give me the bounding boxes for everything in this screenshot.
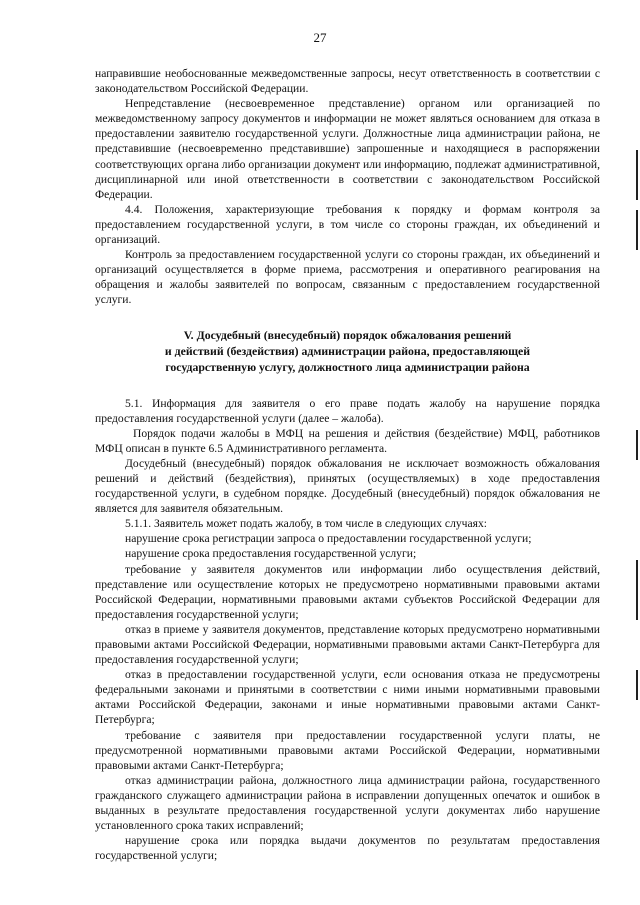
section-heading-line: государственную услугу, должностного лица администрации района	[165, 359, 530, 374]
list-item: требование у заявителя документов или информации либо осуществления действий, представление или осуществление которых не предусмотрено нормативными правовыми актами Российской Федерации, нормативными правовыми актами субъектов Российской Федерации для предоставления государственной услуги;	[95, 562, 600, 621]
paragraph: Непредставление (несвоевременное представление) органом или организацией по межведомственному запросу документов и информации не может являться основанием для отказа в предоставлении заявителю государственной услуги. Должностные лица администрации района, не представившие (несвоевременно представившие) запрошенные и находящиеся в распоряжении соответствующих органа либо организации документ или информацию, подлежат административной, дисциплинарной или иной ответственности в соответствии с законодательством Российской Федерации.	[95, 97, 600, 201]
paragraph: 5.1.1. Заявитель может подать жалобу, в том числе в следующих случаях:	[125, 517, 487, 531]
scan-margin-mark	[636, 210, 638, 250]
section-heading	[95, 327, 600, 375]
paragraph: Контроль за предоставлением государственной услуги со стороны граждан, их объединений и организаций осуществляется в форме приема, рассмотрения и оперативного реагирования на обращения и жалобы заявителей по вопросам, связанным с предоставлением государственной услуги.	[95, 248, 600, 307]
paragraph: Досудебный (внесудебный) порядок обжалования не исключает возможность обжалования решений и действий (бездействия), принятых (осуществляемых) в ходе предоставления государственной услуги, в судебном порядке. Досудебный (внесудебный) порядок обжалования не является для заявителя обязательным.	[95, 456, 600, 516]
list-item: нарушение срока регистрации запроса о предоставлении государственной услуги;	[125, 532, 532, 546]
list-item: требование с заявителя при предоставлении государственной услуги платы, не предусмотренной нормативными правовыми актами Российской Федерации, нормативными правовыми актами Санкт-Петербурга;	[95, 728, 600, 772]
list-item: отказ администрации района, должностного лица администрации района, государственного гражданского служащего администрации района в исправлении допущенных опечаток и ошибок в выданных в результате предоставления государственной услуги документах либо нарушение установленного срока таких исправлений;	[95, 773, 600, 833]
paragraph: 4.4. Положения, характеризующие требования к порядку и формам контроля за предоставлением государственной услуги, в том числе со стороны граждан, их объединений и организаций.	[95, 202, 600, 247]
section-heading-line: и действий (бездействия) администрации района, предоставляющей	[164, 343, 531, 358]
paragraph: 5.1. Информация для заявителя о его праве подать жалобу на нарушение порядка предоставления государственной услуги (далее – жалоба).	[95, 396, 600, 425]
scan-margin-mark	[636, 430, 638, 460]
paragraph: Порядок подачи жалобы в МФЦ на решения и действия (бездействие) МФЦ, работников МФЦ описан в пункте 6.5 Административного регламента.	[95, 426, 600, 455]
list-item: нарушение срока предоставления государственной услуги;	[125, 547, 417, 561]
paragraph: направившие необоснованные межведомственные запросы, несут ответственность в соответствии с законодательством Российской Федерации.	[95, 67, 600, 96]
section-heading-line: V. Досудебный (внесудебный) порядок обжалования решений	[183, 327, 512, 342]
list-item: нарушение срока или порядка выдачи документов по результатам предоставления государственной услуги;	[95, 834, 600, 863]
scan-margin-mark	[636, 560, 638, 620]
document-body	[95, 66, 600, 863]
page-number: 27	[313, 30, 327, 45]
list-item: отказ в приеме у заявителя документов, представление которых предусмотрено нормативными правовыми актами Российской Федерации, нормативными правовыми актами Санкт-Петербурга для предоставления государственной услуги;	[95, 622, 600, 667]
scan-margin-mark	[636, 150, 638, 200]
scan-margin-mark	[636, 670, 638, 700]
list-item: отказ в предоставлении государственной услуги, если основания отказа не предусмотрены федеральными законами и принятыми в соответствии с ними иными нормативными правовыми актами Российской Федерации, законами и иные нормативными правовыми актами Санкт-Петербурга;	[95, 668, 600, 727]
